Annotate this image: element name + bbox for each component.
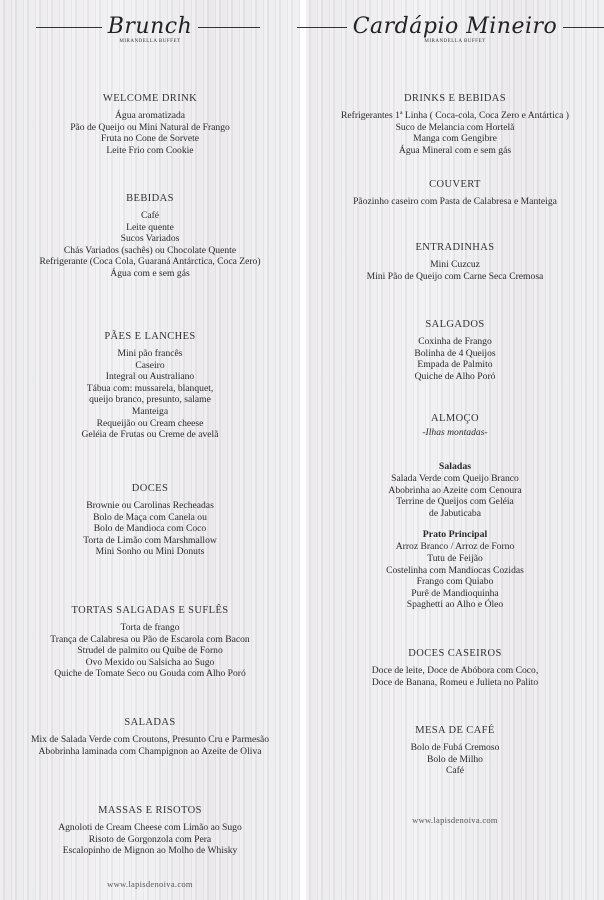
menu-item: Purê de Mandioquinha (411, 587, 499, 599)
section-heading: DOCES (131, 483, 169, 494)
section-heading: PÃES E LANCHES (104, 331, 196, 342)
brunch-menu-panel (0, 0, 300, 900)
section-heading: MASSAS E RISOTOS (98, 805, 202, 816)
menu-section (306, 242, 604, 282)
menu-title (108, 14, 193, 39)
menu-item: Arroz Branco / Arroz de Forno (395, 541, 515, 553)
menu-item: Abobrinha ao Azeite com Cenoura (388, 484, 522, 496)
menu-item: Refrigerantes 1ª Linha ( Coca-cola, Coca Zero e Antártica ) (341, 110, 569, 121)
menu-item: Sucos Variados (120, 233, 180, 245)
menu-item: Agnoloti de Cream Cheese com Limão ao Sugo (58, 822, 242, 833)
menu-section (306, 319, 604, 382)
menu-item: Costelinha com Mandiocas Cozidas (386, 564, 524, 576)
menu-item: de Jabuticaba (429, 507, 481, 519)
menu-item: Mini Cuzcuz (430, 259, 480, 270)
menu-subtitle: MIRANDELLA BUFFET (424, 39, 486, 44)
menu-item: Leite Frio com Cookie (106, 144, 194, 156)
menu-section (0, 717, 300, 757)
menu-item: Frango com Quiabo (416, 576, 494, 588)
menu-item: Salada Verde com Queijo Branco (391, 473, 519, 484)
menu-section (306, 648, 604, 688)
section-heading: COUVERT (429, 179, 481, 190)
menu-item: Strudel de palmito ou Quibe de Forno (77, 645, 223, 657)
menu-section (0, 605, 300, 680)
menu-item: Café (140, 210, 160, 221)
menu-section (306, 179, 604, 208)
menu-section (0, 193, 300, 280)
arrow-left-decoration (297, 27, 347, 28)
menu-item: Bolo de Maça com Canela ou (93, 511, 207, 523)
website-credit: www.lapisdenoiva.com (412, 815, 498, 825)
arrow-right-decoration (563, 27, 604, 28)
menu-item: Mini pão francês (117, 348, 183, 359)
menu-item: Doce de Banana, Romeu e Julieta no Palito (371, 676, 539, 688)
menu-item: Bolo de Milho (427, 753, 483, 765)
menu-item: Suco de Melancia com Hortelã (395, 121, 515, 133)
menu-section (0, 93, 300, 156)
menu-item: Mini Sonho ou Mini Donuts (95, 546, 205, 558)
menu-item: Bolo de Fubá Cremoso (410, 742, 500, 753)
section-heading: DOCES CASEIROS (408, 648, 502, 659)
mineiro-menu-panel (306, 0, 604, 900)
menu-section (306, 725, 604, 777)
section-note: -Ilhas montadas- (422, 427, 488, 438)
menu-item: Tutu de Feijão (427, 552, 483, 564)
menu-item: Caseiro (135, 359, 165, 371)
menu-subtitle: MIRANDELLA BUFFET (119, 39, 181, 44)
menu-title (353, 14, 558, 39)
website-credit: www.lapisdenoiva.com (107, 879, 193, 889)
menu-item: Leite quente (126, 221, 174, 233)
menu-item: Escalopinho de Mignon ao Molho de Whisky (62, 845, 238, 857)
menu-item: Bolo de Mandioca com Coco (93, 523, 207, 535)
menu-item: Requeijão ou Cream cheese (96, 417, 204, 429)
subsection-heading: Saladas (438, 461, 472, 472)
menu-section (306, 413, 604, 611)
menu-item: Café (445, 765, 465, 777)
section-heading: ALMOÇO (431, 413, 479, 424)
menu-item: Água Mineral com e sem gás (398, 144, 512, 156)
menu-item: Risoto de Gorgonzola com Pera (88, 833, 212, 845)
menu-section (0, 331, 300, 441)
menu-item: Pãozinho caseiro com Pasta de Calabresa e Manteiga (353, 196, 557, 207)
menu-section (306, 93, 604, 156)
menu-item: Brownie ou Carolinas Recheadas (86, 500, 214, 511)
menu-item: Fruta no Cone de Sorvete (100, 133, 200, 145)
menu-item: Tábua com: mussarela, blanquet, (86, 382, 214, 394)
section-heading: SALGADOS (425, 319, 485, 330)
menu-item: Chás Variados (sachês) ou Chocolate Quente (63, 244, 237, 256)
menu-item: Quiche de Tomate Seco ou Gouda com Alho Poró (54, 668, 246, 680)
section-heading: ENTRADINHAS (415, 242, 495, 253)
menu-item: Torta de Limão com Marshmallow (83, 534, 217, 546)
menu-item: queijo branco, presunto, salame (89, 394, 211, 406)
section-heading: TORTAS SALGADAS E SUFLÊS (71, 605, 229, 616)
menu-item: Trança de Calabresa ou Pão de Escarola com Bacon (50, 633, 250, 645)
menu-item: Bolinha de 4 Queijos (414, 347, 496, 359)
menu-item: Torta de frango (120, 622, 180, 633)
menu-item: Pão de Queijo ou Mini Natural de Frango (70, 121, 230, 133)
section-heading: BEBIDAS (126, 193, 174, 204)
menu-item: Integral ou Australiano (105, 371, 195, 383)
brunch-logo (0, 14, 300, 44)
subsection-heading: Prato Principal (422, 529, 488, 541)
section-heading: SALADAS (124, 717, 176, 728)
menu-item: Água com e sem gás (110, 267, 190, 279)
menu-item: Ovo Mexido ou Salsicha ao Sugo (85, 656, 215, 668)
menu-title-text: Brunch (107, 14, 193, 39)
menu-section (0, 805, 300, 857)
menu-item: Coxinha de Frango (418, 336, 492, 347)
menu-item: Empada de Palmito (417, 359, 493, 371)
menu-item: Spaghetti ao Alho e Óleo (406, 599, 504, 611)
menu-section (0, 483, 300, 558)
menu-item: Mini Pão de Queijo com Carne Seca Cremosa (366, 270, 544, 282)
section-heading: DRINKS E BEBIDAS (403, 93, 507, 104)
menu-item: Geléia de Frutas ou Creme de avelã (81, 429, 219, 441)
section-heading: MESA DE CAFÉ (415, 725, 495, 736)
mineiro-logo (306, 14, 604, 44)
menu-item: Doce de leite, Doce de Abóbora com Coco, (371, 665, 539, 676)
menu-item: Refrigerante (Coca Cola, Guaraná Antárctica, Coca Zero) (39, 256, 261, 268)
menu-item: Manga com Gengibre (413, 133, 497, 145)
menu-item: Quiche de Alho Poró (414, 370, 496, 382)
menu-item: Abobrinha laminada com Champignon ao Azeite de Oliva (38, 745, 262, 757)
menu-item: Manteiga (131, 405, 169, 417)
section-heading: WELCOME DRINK (102, 93, 198, 104)
arrow-right-decoration (198, 27, 260, 28)
arrow-left-decoration (36, 27, 102, 28)
menu-item: Terrine de Queijos com Geléia (396, 496, 514, 508)
menu-title-text: Cardápio Mineiro (352, 14, 558, 39)
menu-item: Mix de Salada Verde com Croutons, Presunto Cru e Parmesão (30, 734, 270, 745)
menu-item: Água aromatizada (114, 110, 186, 121)
